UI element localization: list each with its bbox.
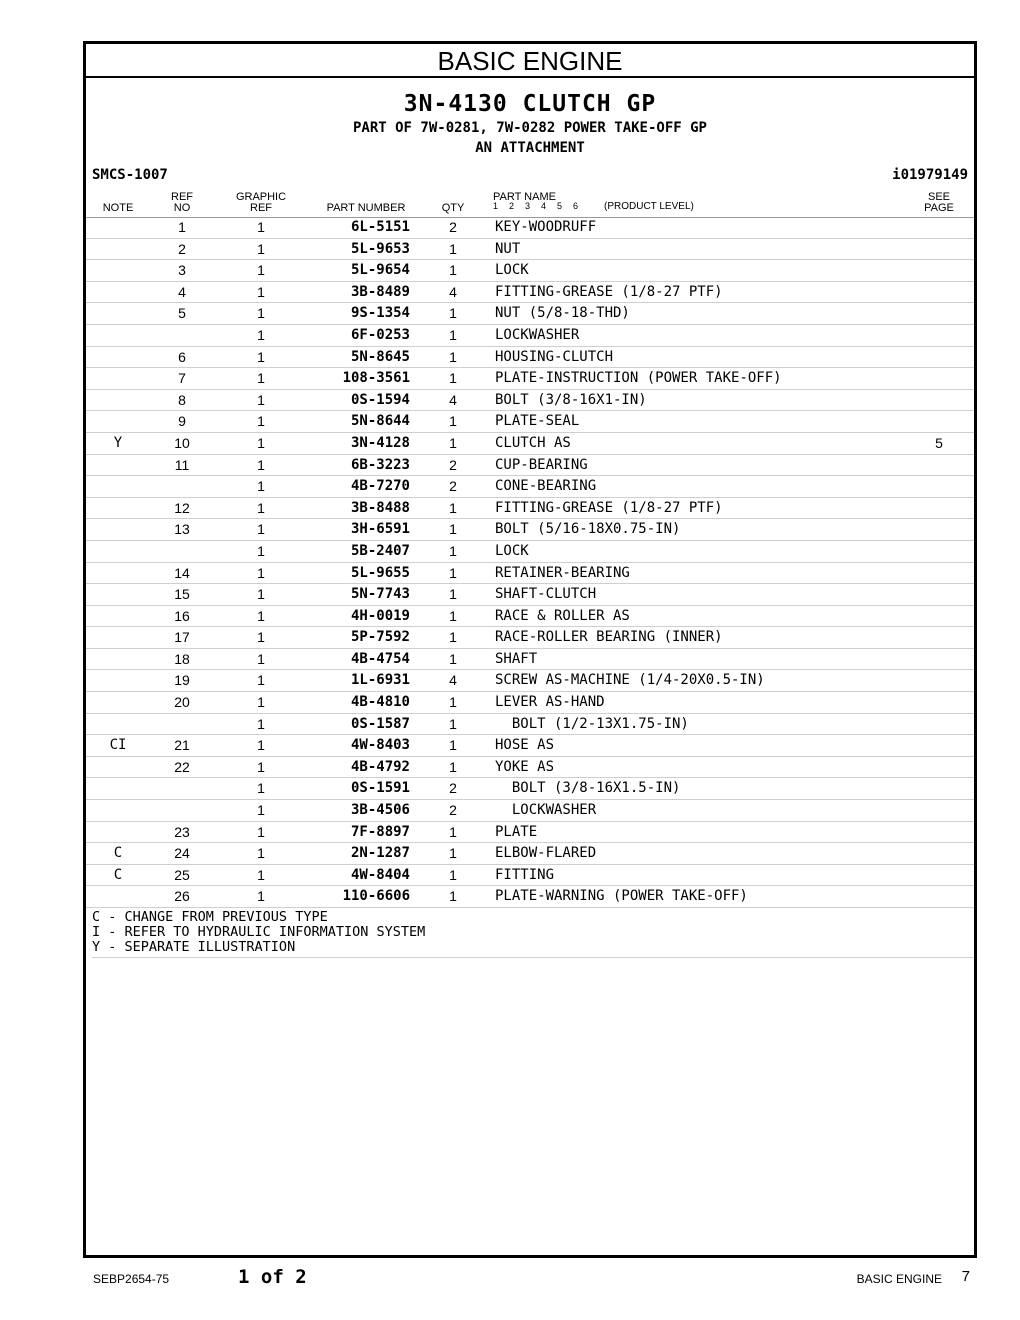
part-name-cell: PLATE-INSTRUCTION (POWER TAKE-OFF) (495, 370, 782, 387)
ref-no-cell: 17 (174, 629, 190, 646)
ref-no-cell: 21 (174, 737, 190, 754)
parts-page-frame (83, 41, 977, 1258)
graphic-ref-cell: 1 (257, 456, 265, 473)
ref-no-cell: 6 (178, 348, 186, 365)
part-number-cell: 6L-5151 (350, 219, 410, 235)
graphic-ref-cell: 1 (257, 499, 265, 516)
table-row (86, 757, 974, 779)
table-row (86, 541, 974, 563)
graphic-ref-cell: 1 (257, 305, 265, 322)
qty-cell: 1 (449, 434, 457, 451)
ref-no-cell: 26 (174, 888, 190, 905)
table-row (86, 735, 974, 757)
group-title: 3N-4130 CLUTCH GP (403, 91, 657, 117)
part-number-cell: 4B-4754 (350, 650, 410, 667)
graphic-ref-cell: 1 (257, 283, 265, 300)
qty-cell: 1 (449, 715, 457, 732)
qty-cell: 1 (449, 499, 457, 516)
ref-no-cell: 25 (174, 866, 190, 883)
footer-doc-id: SEBP2654-75 (93, 1272, 170, 1286)
smcs-row (92, 167, 968, 187)
graphic-ref-cell: 1 (257, 629, 265, 646)
qty-cell: 1 (449, 521, 457, 538)
qty-cell: 1 (449, 240, 457, 257)
qty-cell: 4 (449, 672, 457, 689)
note-cell: C (113, 866, 123, 883)
table-row (86, 303, 974, 325)
part-number-cell: 6B-3223 (350, 456, 410, 473)
part-number-cell: 3H-6591 (350, 521, 410, 538)
part-name-cell: PLATE-WARNING (POWER TAKE-OFF) (495, 888, 748, 905)
part-name-cell: RACE & ROLLER AS (495, 607, 630, 624)
smcs-code: SMCS-1007 (92, 167, 168, 183)
table-row (86, 390, 974, 412)
graphic-ref-cell: 1 (257, 434, 265, 451)
graphic-ref-cell: 1 (257, 370, 265, 387)
part-number-cell: 5P-7592 (350, 629, 410, 646)
table-row (86, 455, 974, 477)
footer-page-number: 7 (961, 1268, 970, 1285)
qty-cell: 1 (449, 370, 457, 387)
group-subtitle-part-of: PART OF 7W-0281, 7W-0282 POWER TAKE-OFF GP (352, 120, 707, 136)
qty-cell: 1 (449, 737, 457, 754)
ref-no-cell: 10 (174, 434, 190, 451)
column-headers (86, 189, 974, 218)
part-number-cell: 6F-0253 (350, 326, 410, 343)
ref-no-cell: 14 (174, 564, 190, 581)
note-cell: CI (109, 737, 127, 754)
notes-legend (92, 910, 974, 958)
table-row (86, 217, 974, 239)
part-number-cell: 7F-8897 (350, 823, 410, 840)
qty-cell: 2 (449, 456, 457, 473)
graphic-ref-cell: 1 (257, 348, 265, 365)
header-see-top: SEE (927, 191, 950, 203)
see-page-cell: 5 (935, 434, 943, 451)
part-number-cell: 4W-8404 (350, 866, 410, 883)
part-name-cell: ELBOW-FLARED (495, 845, 597, 862)
part-name-cell: HOUSING-CLUTCH (495, 348, 614, 365)
graphic-ref-cell: 1 (257, 542, 265, 559)
qty-cell: 1 (449, 694, 457, 711)
ref-no-cell: 7 (178, 370, 186, 387)
header-part-number: PART NUMBER (326, 202, 406, 214)
table-row (86, 822, 974, 844)
part-name-cell: PLATE-SEAL (495, 413, 580, 430)
parts-table (86, 217, 974, 908)
ref-no-cell: 3 (178, 262, 186, 279)
header-ref-bottom: NO (173, 202, 191, 214)
table-row (86, 843, 974, 865)
header-graphic-top: GRAPHIC (235, 191, 287, 203)
part-number-cell: 4W-8403 (350, 737, 410, 754)
graphic-ref-cell: 1 (257, 866, 265, 883)
graphic-ref-cell: 1 (257, 845, 265, 862)
part-number-cell: 5N-7743 (350, 586, 410, 603)
legend-item-hydraulic: I - REFER TO HYDRAULIC INFORMATION SYSTEM (92, 924, 426, 940)
qty-cell: 2 (449, 219, 457, 235)
part-name-cell: NUT (5/8-18-THD) (495, 305, 630, 322)
legend-item-separate: Y - SEPARATE ILLUSTRATION (92, 939, 296, 955)
qty-cell: 1 (449, 326, 457, 343)
table-row (86, 778, 974, 800)
graphic-ref-cell: 1 (257, 478, 265, 495)
part-name-cell: SHAFT-CLUTCH (495, 586, 597, 603)
group-subtitle-attachment: AN ATTACHMENT (475, 140, 585, 156)
part-name-cell: PLATE (495, 823, 538, 840)
part-name-cell: LOCKWASHER (495, 802, 597, 819)
note-cell: Y (113, 434, 123, 451)
part-number-cell: 5L-9654 (350, 262, 410, 279)
table-row (86, 347, 974, 369)
part-name-cell: LOCK (495, 262, 529, 279)
graphic-ref-cell: 1 (257, 758, 265, 775)
table-row (86, 498, 974, 520)
ref-no-cell: 5 (178, 305, 186, 322)
table-row (86, 368, 974, 390)
part-number-cell: 0S-1594 (350, 391, 410, 408)
part-number-cell: 4B-4810 (350, 694, 410, 711)
table-row (86, 325, 974, 347)
part-name-cell: HOSE AS (495, 737, 555, 754)
part-number-cell: 110-6606 (342, 888, 410, 905)
header-product-levels: 1 2 3 4 5 6 (493, 201, 579, 211)
table-row (86, 563, 974, 585)
graphic-ref-cell: 1 (257, 607, 265, 624)
illustration-id: i01979149 (892, 167, 968, 183)
part-name-cell: SCREW AS-MACHINE (1/4-20X0.5-IN) (495, 672, 765, 689)
qty-cell: 1 (449, 650, 457, 667)
header-graphic-bottom: REF (250, 202, 272, 214)
ref-no-cell: 8 (178, 391, 186, 408)
graphic-ref-cell: 1 (257, 715, 265, 732)
part-number-cell: 1L-6931 (350, 672, 410, 689)
table-row (86, 519, 974, 541)
part-number-cell: 4B-4792 (350, 758, 410, 775)
graphic-ref-cell: 1 (257, 888, 265, 905)
table-row (86, 649, 974, 671)
graphic-ref-cell: 1 (257, 262, 265, 279)
part-name-cell: CUP-BEARING (495, 456, 588, 473)
graphic-ref-cell: 1 (257, 802, 265, 819)
table-row (86, 260, 974, 282)
table-row (86, 670, 974, 692)
part-number-cell: 2N-1287 (350, 845, 410, 862)
header-ref-top: REF (171, 191, 193, 203)
header-see-bottom: PAGE (924, 202, 954, 214)
legend-item-change: C - CHANGE FROM PREVIOUS TYPE (92, 909, 328, 925)
section-title: BASIC ENGINE (86, 44, 974, 78)
part-name-cell: KEY-WOODRUFF (495, 219, 597, 235)
table-row (86, 865, 974, 887)
qty-cell: 1 (449, 845, 457, 862)
graphic-ref-cell: 1 (257, 240, 265, 257)
qty-cell: 1 (449, 823, 457, 840)
qty-cell: 1 (449, 586, 457, 603)
header-note: NOTE (102, 202, 134, 214)
graphic-ref-cell: 1 (257, 586, 265, 603)
ref-no-cell: 2 (178, 240, 186, 257)
qty-cell: 1 (449, 262, 457, 279)
part-number-cell: 5B-2407 (350, 542, 410, 559)
ref-no-cell: 16 (174, 607, 190, 624)
graphic-ref-cell: 1 (257, 564, 265, 581)
part-name-cell: LOCKWASHER (495, 326, 580, 343)
part-name-cell: RETAINER-BEARING (495, 564, 630, 581)
part-number-cell: 9S-1354 (350, 305, 410, 322)
table-row (86, 411, 974, 433)
header-product-level-label: (PRODUCT LEVEL) (604, 201, 694, 212)
part-number-cell: 5L-9653 (350, 240, 410, 257)
graphic-ref-cell: 1 (257, 780, 265, 797)
part-name-cell: FITTING (495, 866, 555, 883)
ref-no-cell: 11 (174, 456, 190, 473)
part-name-cell: CONE-BEARING (495, 478, 597, 495)
table-row (86, 282, 974, 304)
part-name-cell: CLUTCH AS (495, 434, 571, 451)
qty-cell: 2 (449, 802, 457, 819)
part-number-cell: 3B-8488 (350, 499, 410, 516)
ref-no-cell: 20 (174, 694, 190, 711)
part-name-cell: SHAFT (495, 650, 538, 667)
footer-section: BASIC ENGINE (856, 1272, 942, 1286)
part-number-cell: 3B-4506 (350, 802, 410, 819)
graphic-ref-cell: 1 (257, 521, 265, 538)
ref-no-cell: 4 (178, 283, 186, 300)
graphic-ref-cell: 1 (257, 326, 265, 343)
footer-page-of: 1 of 2 (238, 1266, 307, 1288)
table-row (86, 714, 974, 736)
part-name-cell: BOLT (3/8-16X1.5-IN) (495, 780, 681, 797)
qty-cell: 2 (449, 478, 457, 495)
part-name-cell: NUT (495, 240, 521, 257)
graphic-ref-cell: 1 (257, 413, 265, 430)
graphic-ref-cell: 1 (257, 650, 265, 667)
part-name-cell: YOKE AS (495, 758, 555, 775)
qty-cell: 4 (449, 283, 457, 300)
part-name-cell: BOLT (3/8-16X1-IN) (495, 391, 647, 408)
qty-cell: 1 (449, 607, 457, 624)
qty-cell: 1 (449, 629, 457, 646)
ref-no-cell: 12 (174, 499, 190, 516)
table-row (86, 433, 974, 455)
ref-no-cell: 1 (178, 219, 186, 235)
qty-cell: 1 (449, 564, 457, 581)
table-row (86, 886, 974, 908)
header-qty: QTY (441, 202, 465, 214)
graphic-ref-cell: 1 (257, 694, 265, 711)
qty-cell: 1 (449, 348, 457, 365)
qty-cell: 1 (449, 542, 457, 559)
part-number-cell: 108-3561 (342, 370, 410, 387)
part-number-cell: 4B-7270 (350, 478, 410, 495)
part-number-cell: 5N-8644 (350, 413, 410, 430)
graphic-ref-cell: 1 (257, 391, 265, 408)
table-row (86, 476, 974, 498)
ref-no-cell: 18 (174, 650, 190, 667)
note-cell: C (113, 845, 123, 862)
part-number-cell: 4H-0019 (350, 607, 410, 624)
ref-no-cell: 9 (178, 413, 186, 430)
table-row (86, 692, 974, 714)
qty-cell: 1 (449, 413, 457, 430)
ref-no-cell: 15 (174, 586, 190, 603)
part-number-cell: 0S-1587 (350, 715, 410, 732)
ref-no-cell: 22 (174, 758, 190, 775)
ref-no-cell: 24 (174, 845, 190, 862)
part-number-cell: 5L-9655 (350, 564, 410, 581)
table-row (86, 800, 974, 822)
table-row (86, 606, 974, 628)
qty-cell: 1 (449, 305, 457, 322)
part-name-cell: FITTING-GREASE (1/8-27 PTF) (495, 283, 723, 300)
header-part-name: PART NAME (493, 191, 556, 203)
qty-cell: 1 (449, 866, 457, 883)
part-name-cell: RACE-ROLLER BEARING (INNER) (495, 629, 723, 646)
part-number-cell: 0S-1591 (350, 780, 410, 797)
part-name-cell: FITTING-GREASE (1/8-27 PTF) (495, 499, 723, 516)
part-number-cell: 3N-4128 (350, 434, 410, 451)
table-row (86, 627, 974, 649)
part-name-cell: BOLT (5/16-18X0.75-IN) (495, 521, 681, 538)
qty-cell: 1 (449, 758, 457, 775)
part-name-cell: LEVER AS-HAND (495, 694, 605, 711)
part-number-cell: 5N-8645 (350, 348, 410, 365)
part-name-cell: LOCK (495, 542, 529, 559)
graphic-ref-cell: 1 (257, 672, 265, 689)
table-row (86, 584, 974, 606)
qty-cell: 1 (449, 888, 457, 905)
table-row (86, 239, 974, 261)
graphic-ref-cell: 1 (257, 737, 265, 754)
graphic-ref-cell: 1 (257, 219, 265, 235)
part-name-cell: BOLT (1/2-13X1.75-IN) (495, 715, 689, 732)
qty-cell: 4 (449, 391, 457, 408)
ref-no-cell: 19 (174, 672, 190, 689)
qty-cell: 2 (449, 780, 457, 797)
ref-no-cell: 13 (174, 521, 190, 538)
graphic-ref-cell: 1 (257, 823, 265, 840)
part-number-cell: 3B-8489 (350, 283, 410, 300)
ref-no-cell: 23 (174, 823, 190, 840)
